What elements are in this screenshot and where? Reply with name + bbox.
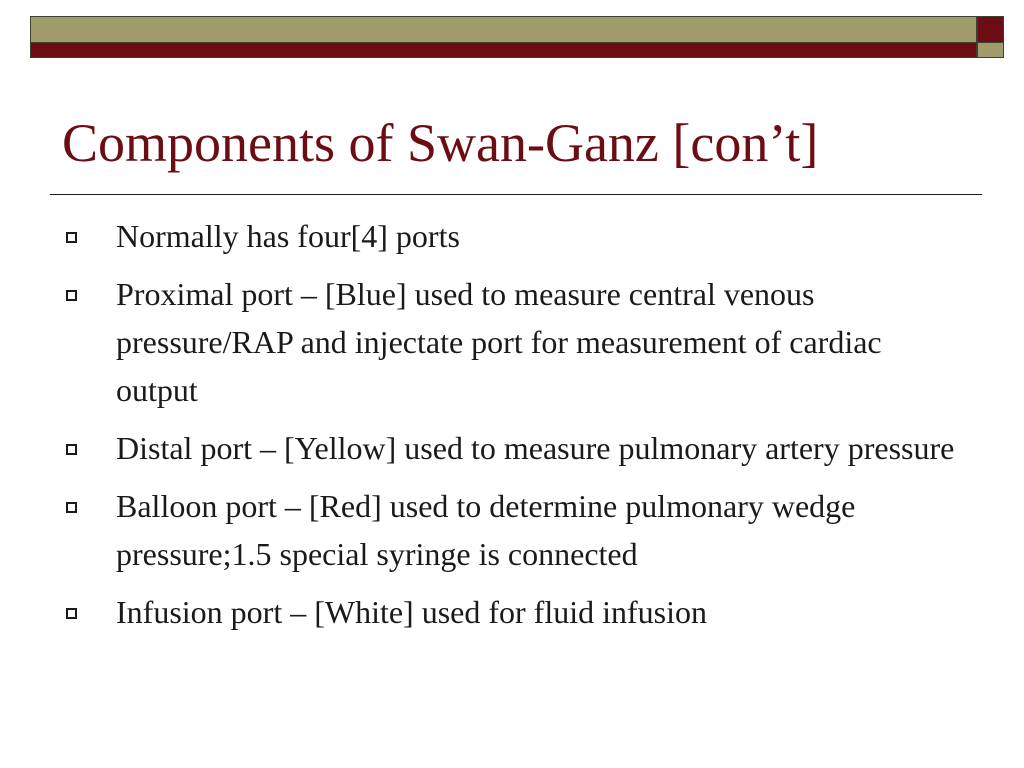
bullet-item <box>62 212 962 260</box>
bullet-item <box>62 424 962 472</box>
hollow-square-bullet-icon <box>66 502 77 513</box>
bullet-item <box>62 588 962 636</box>
bullet-text: Proximal port – [Blue] used to measure central venous pressure/RAP and injectate port for measurement of cardiac output <box>116 276 882 408</box>
title-divider <box>50 194 982 195</box>
slide-title: Components of Swan-Ganz [con’t] <box>62 113 819 173</box>
bullet-item <box>62 270 962 414</box>
hollow-square-bullet-icon <box>66 444 77 455</box>
header-corner-olive <box>977 43 1004 58</box>
bullet-list <box>62 212 962 646</box>
header-band-olive <box>30 16 977 43</box>
hollow-square-bullet-icon <box>66 290 77 301</box>
hollow-square-bullet-icon <box>66 608 77 619</box>
header-band-maroon <box>30 43 977 58</box>
hollow-square-bullet-icon <box>66 232 77 243</box>
bullet-text: Normally has four[4] ports <box>116 218 460 254</box>
bullet-text: Balloon port – [Red] used to determine pulmonary wedge pressure;1.5 special syringe is connected <box>116 488 856 572</box>
bullet-item <box>62 482 962 578</box>
header-corner-maroon <box>977 16 1004 43</box>
bullet-text: Distal port – [Yellow] used to measure pulmonary artery pressure <box>116 430 955 466</box>
bullet-text: Infusion port – [White] used for fluid infusion <box>116 594 707 630</box>
